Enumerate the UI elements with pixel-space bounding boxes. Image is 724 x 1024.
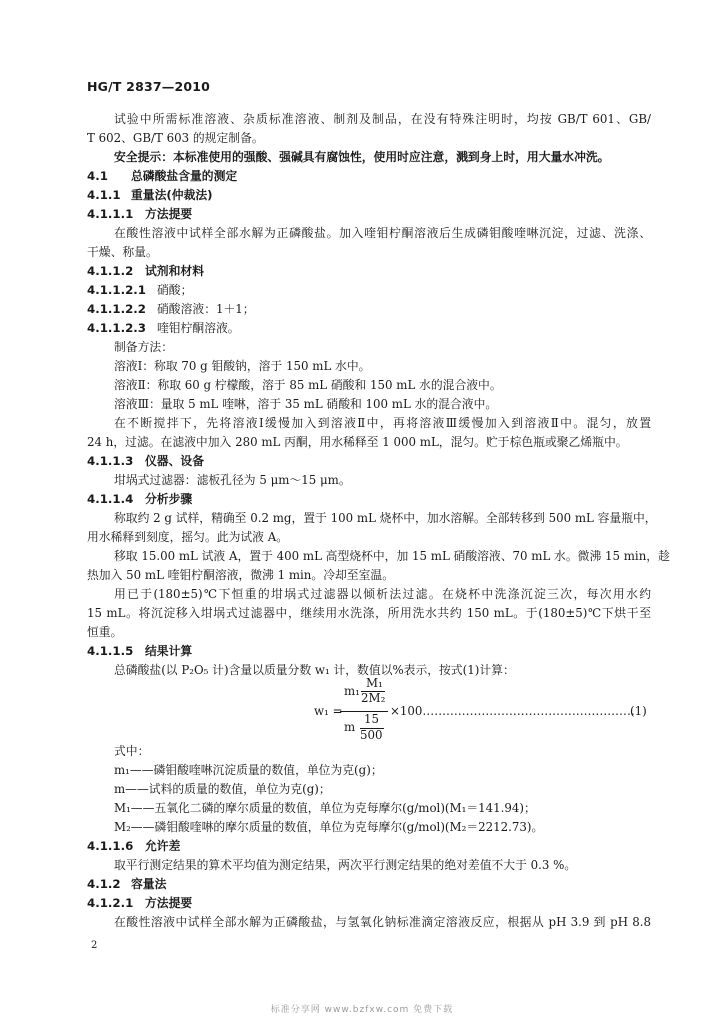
where-item: M₁——五氧化二磷的摩尔质量的数值，单位为克每摩尔(g/mol)(M₁＝141.94)； bbox=[114, 801, 536, 815]
section-4-1-1-5-heading: 4.1.1.5 结果计算 bbox=[87, 644, 193, 658]
procedure-line: 15 mL。将沉淀移入坩埚式过滤器中，继续用水洗涤，所用洗水共约 150 mL。于(180±5)℃下烘干至 bbox=[87, 606, 651, 620]
intro-line-2: T 602、GB/T 603 的规定制备。 bbox=[87, 131, 264, 145]
calculation-text: 总磷酸盐(以 P₂O₅ 计)含量以质量分数 w₁ 计，数值以%表示，按式(1)计算： bbox=[114, 663, 515, 677]
procedure-line: 移取 15.00 mL 试液 A，置于 400 mL 高型烧杯中，加 15 mL 硝酸溶液、70 mL 水。微沸 15 min，趁 bbox=[114, 549, 670, 563]
section-4-1-1-6-heading: 4.1.1.6 允许差 bbox=[87, 839, 181, 853]
section-4-1-1-3-heading: 4.1.1.3 仪器、设备 bbox=[87, 454, 204, 468]
formula-15: 15 bbox=[364, 712, 380, 726]
tolerance-text: 取平行测定结果的算术平均值为测定结果，两次平行测定结果的绝对差值不大于 0.3 %。 bbox=[114, 858, 577, 872]
reagent-item: 4.1.1.2.2 硝酸溶液：1＋1； bbox=[87, 302, 255, 316]
safety-note: 安全提示：本标准使用的强酸、强碱具有腐蚀性，使用时应注意，溅到身上时，用大量水冲洗。 bbox=[114, 150, 610, 164]
intro-line-1: 试验中所需标准溶液、杂质标准溶液、制剂及制品，在没有特殊注明时，均按 GB/T 601、GB/ bbox=[114, 112, 651, 126]
mix-line-2: 24 h，过滤。在滤液中加入 280 mL 丙酮，用水稀释至 1 000 mL，混匀。贮于棕色瓶或聚乙烯瓶中。 bbox=[87, 435, 628, 449]
standard-header: HG/T 2837—2010 bbox=[87, 79, 211, 94]
where-item: M₂——磷钼酸喹啉的摩尔质量的数值，单位为克每摩尔(g/mol)(M₂＝2212.73)。 bbox=[114, 820, 544, 834]
formula-lhs: w₁ = bbox=[314, 704, 343, 718]
solution-2: 溶液Ⅱ：称取 60 g 柠檬酸，溶于 85 mL 硝酸和 150 mL 水的混合液中。 bbox=[114, 378, 502, 392]
procedure-line: 用水稀释到刻度，摇匀。此为试液 A。 bbox=[87, 530, 289, 544]
section-4-1-1-heading: 4.1.1 重量法(仲裁法) bbox=[87, 188, 213, 202]
section-4-1-1-4-heading: 4.1.1.4 分析步骤 bbox=[87, 492, 193, 506]
section-4-1-1-2-heading: 4.1.1.2 试剂和材料 bbox=[87, 264, 204, 278]
principle-line-1: 在酸性溶液中试样全部水解为正磷酸盐。加入喹钼柠酮溶液后生成磷钼酸喹啉沉淀，过滤、洗涤、 bbox=[114, 226, 651, 240]
reagent-item: 4.1.1.2.1 硝酸； bbox=[87, 283, 193, 297]
prep-label: 制备方法： bbox=[114, 340, 173, 354]
section-4-1-2-heading: 4.1.2 容量法 bbox=[87, 877, 167, 891]
formula-m: m bbox=[344, 720, 356, 734]
procedure-line: 称取约 2 g 试样，精确至 0.2 mg，置于 100 mL 烧杯中，加水溶解。全部转移到 500 mL 容量瓶中， bbox=[114, 511, 657, 525]
section-4-1-heading: 4.1 总磷酸盐含量的测定 bbox=[87, 169, 238, 183]
reagent-item: 4.1.1.2.3 喹钼柠酮溶液。 bbox=[87, 321, 240, 335]
formula-eq-number: (1) bbox=[630, 704, 647, 718]
section-4-1-2-1-heading: 4.1.2.1 方法提要 bbox=[87, 896, 193, 910]
formula-times: ×100……………………………………………… bbox=[390, 704, 635, 718]
where-item: m——试料的质量的数值，单位为克(g)； bbox=[114, 782, 331, 796]
procedure-line: 用已于(180±5)℃下恒重的坩埚式过滤器以倾析法过滤。在烧杯中洗涤沉淀三次，每次用水约 bbox=[114, 587, 651, 601]
section-4-1-1-1-heading: 4.1.1.1 方法提要 bbox=[87, 207, 193, 221]
formula-500: 500 bbox=[360, 728, 383, 742]
apparatus-text: 坩埚式过滤器：滤板孔径为 5 μm～15 μm。 bbox=[114, 473, 351, 487]
page-number: 2 bbox=[91, 940, 98, 951]
watermark-footer: 标准分享网 www.bzfxw.com 免费下载 bbox=[270, 1005, 454, 1015]
mix-line-1: 在不断搅拌下，先将溶液Ⅰ缓慢加入到溶液Ⅱ中，再将溶液Ⅲ缓慢加入到溶液Ⅱ中。混匀，放置 bbox=[114, 416, 651, 430]
principle-line-2: 干燥、称量。 bbox=[87, 245, 158, 259]
where-item: m₁——磷钼酸喹啉沉淀质量的数值，单位为克(g)； bbox=[114, 763, 383, 777]
volumetric-principle: 在酸性溶液中试样全部水解为正磷酸盐，与氢氧化钠标准滴定溶液反应，根据从 pH 3.9 到 pH 8.8 bbox=[114, 915, 651, 929]
formula-m1: m₁ bbox=[344, 684, 360, 698]
solution-3: 溶液Ⅲ：量取 5 mL 喹啉，溶于 35 mL 硝酸和 100 mL 水的混合液中。 bbox=[114, 397, 498, 411]
formula-2M2: 2M₂ bbox=[361, 691, 386, 705]
formula-M1: M₁ bbox=[366, 676, 383, 690]
procedure-line: 恒重。 bbox=[87, 625, 123, 639]
solution-1: 溶液Ⅰ：称取 70 g 钼酸钠，溶于 150 mL 水中。 bbox=[114, 359, 371, 373]
formula-1 bbox=[300, 678, 652, 740]
procedure-line: 热加入 50 mL 喹钼柠酮溶液，微沸 1 min。冷却至室温。 bbox=[87, 568, 394, 582]
where-label: 式中： bbox=[114, 744, 150, 758]
